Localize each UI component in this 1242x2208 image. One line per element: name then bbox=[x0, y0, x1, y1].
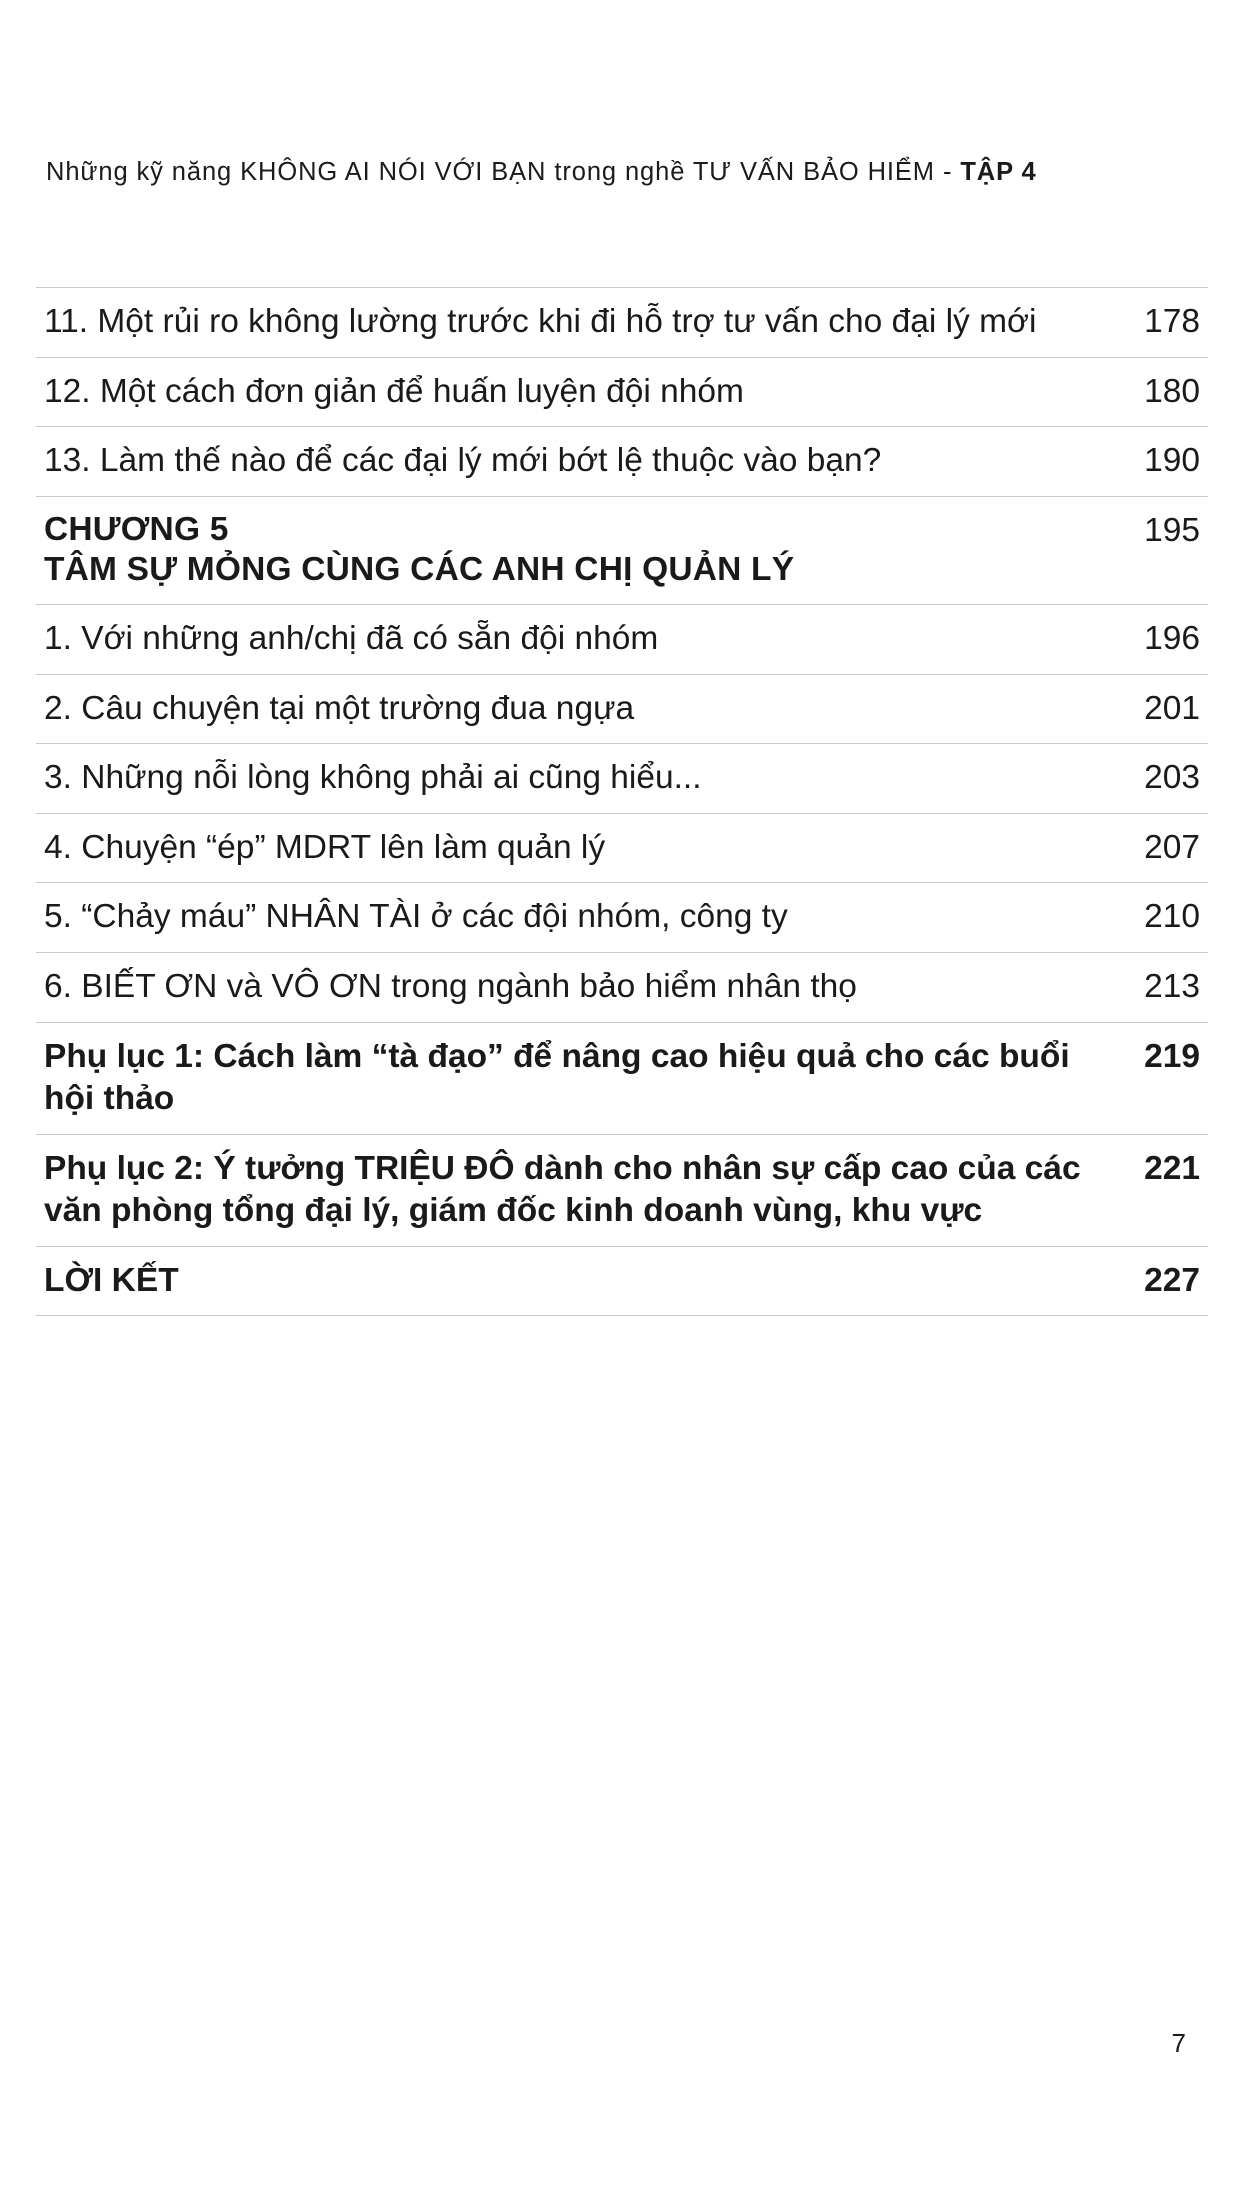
toc-row[interactable] bbox=[36, 426, 1208, 496]
toc-row[interactable] bbox=[36, 743, 1208, 813]
toc-entry-page-number: 201 bbox=[1144, 689, 1200, 727]
toc-entry-page-number: 227 bbox=[1144, 1261, 1200, 1299]
toc-entry-page-number: 213 bbox=[1144, 967, 1200, 1005]
toc-row[interactable] bbox=[36, 882, 1208, 952]
toc-entry-page-number: 180 bbox=[1144, 372, 1200, 410]
toc-entry-page-number: 210 bbox=[1144, 898, 1200, 936]
toc-entry-page-number: 203 bbox=[1144, 759, 1200, 797]
running-head-light: Những kỹ năng KHÔNG AI NÓI VỚI BẠN trong nghề TƯ VẤN BẢO HIỂM - bbox=[46, 158, 961, 186]
running-head bbox=[46, 158, 1206, 187]
toc-entry-title: 12. Một cách đơn giản để huấn luyện đội nhóm bbox=[44, 372, 744, 410]
toc-row[interactable] bbox=[36, 287, 1208, 357]
page-number: 7 bbox=[1171, 2028, 1186, 2058]
toc-row[interactable] bbox=[36, 357, 1208, 427]
toc-entry-title: 6. BIẾT ƠN và VÔ ƠN trong ngành bảo hiểm nhân thọ bbox=[44, 967, 857, 1005]
toc-entry-page-number: 190 bbox=[1144, 442, 1200, 480]
toc-row[interactable] bbox=[36, 1134, 1208, 1246]
running-head-bold: TẬP 4 bbox=[960, 158, 1037, 186]
toc-entry-page-number: 219 bbox=[1144, 1037, 1200, 1075]
table-of-contents bbox=[36, 287, 1208, 1316]
toc-entry-title: 5. “Chảy máu” NHÂN TÀI ở các đội nhóm, công ty bbox=[44, 898, 788, 936]
toc-row[interactable] bbox=[36, 1246, 1208, 1317]
toc-entry-page-number: 195 bbox=[1144, 511, 1200, 549]
toc-row[interactable] bbox=[36, 1022, 1208, 1134]
toc-row[interactable] bbox=[36, 674, 1208, 744]
toc-entry-page-number: 196 bbox=[1144, 620, 1200, 658]
toc-entry-title: Phụ lục 2: Ý tưởng TRIỆU ĐÔ dành cho nhân sự cấp cao của các văn phòng tổng đại lý, giám đốc kinh doanh vùng, khu vực bbox=[44, 1149, 1081, 1230]
toc-entry-title: CHƯƠNG 5 TÂM SỰ MỎNG CÙNG CÁC ANH CHỊ QUẢN LÝ bbox=[44, 510, 795, 589]
toc-entry-title: LỜI KẾT bbox=[44, 1261, 179, 1299]
toc-entry-title: Phụ lục 1: Cách làm “tà đạo” để nâng cao hiệu quả cho các buổi hội thảo bbox=[44, 1037, 1070, 1118]
toc-entry-page-number: 207 bbox=[1144, 828, 1200, 866]
toc-row[interactable] bbox=[36, 604, 1208, 674]
toc-entry-title: 13. Làm thế nào để các đại lý mới bớt lệ thuộc vào bạn? bbox=[44, 442, 882, 480]
toc-row[interactable] bbox=[36, 813, 1208, 883]
toc-entry-title: 1. Với những anh/chị đã có sẵn đội nhóm bbox=[44, 620, 659, 658]
toc-entry-title: 11. Một rủi ro không lường trước khi đi hỗ trợ tư vấn cho đại lý mới bbox=[44, 303, 1037, 340]
toc-entry-page-number: 221 bbox=[1144, 1149, 1200, 1187]
toc-row[interactable] bbox=[36, 952, 1208, 1022]
toc-entry-title: 4. Chuyện “ép” MDRT lên làm quản lý bbox=[44, 828, 606, 866]
toc-row[interactable] bbox=[36, 496, 1208, 605]
toc-entry-page-number: 178 bbox=[1144, 303, 1200, 340]
toc-entry-title: 3. Những nỗi lòng không phải ai cũng hiểu... bbox=[44, 759, 702, 797]
toc-entry-title: 2. Câu chuyện tại một trường đua ngựa bbox=[44, 689, 635, 727]
